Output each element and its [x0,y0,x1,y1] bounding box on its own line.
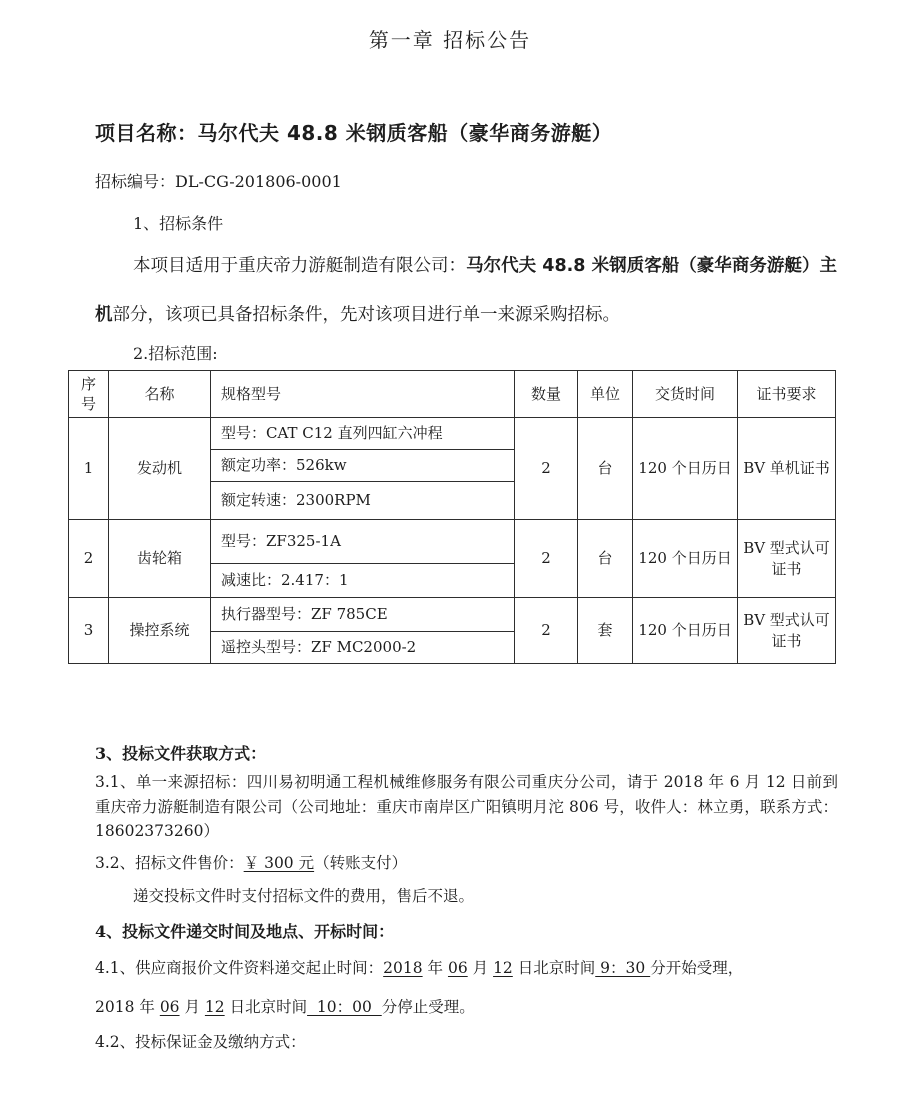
row2-no: 2 [69,520,109,598]
header-seq: 序号 [69,371,109,418]
section4-heading: 4、投标文件递交时间及地点、开标时间： [95,921,395,941]
p41-l1-month: 06 [447,958,468,977]
para-3-2-price: ￥ 300 元 [243,853,315,872]
row1-spec-2: 额定功率：526kw [211,450,515,482]
p41-l1-day: 12 [493,958,513,977]
row3-unit: 套 [578,598,633,664]
row1-cert: BV 单机证书 [738,418,836,520]
section1-text-normal1: 本项目适用于重庆帝力游艇制造有限公司： [133,256,467,276]
row2-spec-2: 减速比：2.417：1 [211,564,515,598]
section1-text-bold: 马尔代夫 48.8 米钢质客船（豪华商务游艇）主机 [95,256,837,325]
row2-name: 齿轮箱 [109,520,211,598]
row1-delivery: 120 个日历日 [633,418,738,520]
bid-number-line [95,170,840,194]
bid-number-value: DL-CG-201806-0001 [175,172,342,191]
section1-paragraph [95,242,837,340]
row3-spec-2: 遥控头型号：ZF MC2000-2 [211,632,515,664]
row2-cert: BV 型式认可证书 [738,520,836,598]
para-3-2 [95,851,840,875]
p41-l1-year: 2018 [383,958,423,977]
p41-l1-time: 9：30 [595,958,651,977]
para-3-1: 3.1、单一来源招标：四川易初明通工程机械维修服务有限公司重庆分公司，请于 2018 年 6 月 12 日前到重庆帝力游艇制造有限公司（公司地址：重庆市南岸区广阳镇明月沱 806 号，收件人：林立勇，联系方式：18602373260） [95,773,838,840]
row1-qty: 2 [515,418,578,520]
project-name-line: 项目名称：马尔代夫 48.8 米钢质客船（豪华商务游艇） [95,121,613,145]
header-name: 名称 [109,371,211,418]
para-3-2-prefix: 3.2、招标文件售价： [95,853,244,872]
p41-l2-text3: 日北京时间 [224,997,308,1016]
p41-l2-time: 10：00 [307,997,382,1016]
p41-l2-text1: 2018 年 [95,997,160,1016]
row3-delivery: 120 个日历日 [633,598,738,664]
p41-l2-text2: 月 [179,997,205,1016]
p41-l1-text4: 日北京时间 [512,958,596,977]
table-row-engine [69,418,836,450]
para-4-1-line2 [95,995,840,1019]
p41-l1-text1: 4.1、供应商报价文件资料递交起止时间： [95,958,384,977]
table-row-gearbox [69,520,836,564]
row3-name: 操控系统 [109,598,211,664]
row3-qty: 2 [515,598,578,664]
row2-delivery: 120 个日历日 [633,520,738,598]
p41-l1-text5: 分开始受理， [650,958,744,977]
para-3-2-suffix: （转账支付） [314,853,408,872]
para-3-2-note: 递交投标文件时支付招标文件的费用，售后不退。 [133,886,475,905]
row1-unit: 台 [578,418,633,520]
row2-spec-1: 型号：ZF325-1A [211,520,515,564]
header-qty: 数量 [515,371,578,418]
bid-number-label: 招标编号： [95,172,176,191]
p41-l2-text4: 分停止受理。 [381,997,475,1016]
table-row-control [69,598,836,632]
chapter-title: 第一章 招标公告 [368,28,532,52]
row1-spec-1: 型号：CAT C12 直列四缸六冲程 [211,418,515,450]
row1-name: 发动机 [109,418,211,520]
header-unit: 单位 [578,371,633,418]
row1-no: 1 [69,418,109,520]
header-cert: 证书要求 [738,371,836,418]
row3-cert: BV 型式认可证书 [738,598,836,664]
p41-l2-day: 12 [204,997,225,1016]
p41-l2-month: 06 [159,997,180,1016]
para-4-2: 4.2、投标保证金及缴纳方式： [95,1032,306,1051]
header-spec: 规格型号 [211,371,515,418]
bid-scope-table [68,370,836,664]
row3-no: 3 [69,598,109,664]
header-delivery: 交货时间 [633,371,738,418]
section1-heading: 1、招标条件 [133,214,224,233]
section1-text-normal2: 部分，该项已具备招标条件，先对该项目进行单一来源采购招标。 [112,305,620,325]
para-4-1-line1 [95,956,840,980]
row1-spec-3: 额定转速：2300RPM [211,482,515,520]
p41-l1-text2: 年 [422,958,448,977]
p41-l1-text3: 月 [467,958,494,977]
table-header-row [69,371,836,418]
row2-unit: 台 [578,520,633,598]
section3-heading: 3、投标文件获取方式： [95,744,267,763]
row2-qty: 2 [515,520,578,598]
row3-spec-1: 执行器型号：ZF 785CE [211,598,515,632]
section2-heading: 2.招标范围: [133,344,218,363]
